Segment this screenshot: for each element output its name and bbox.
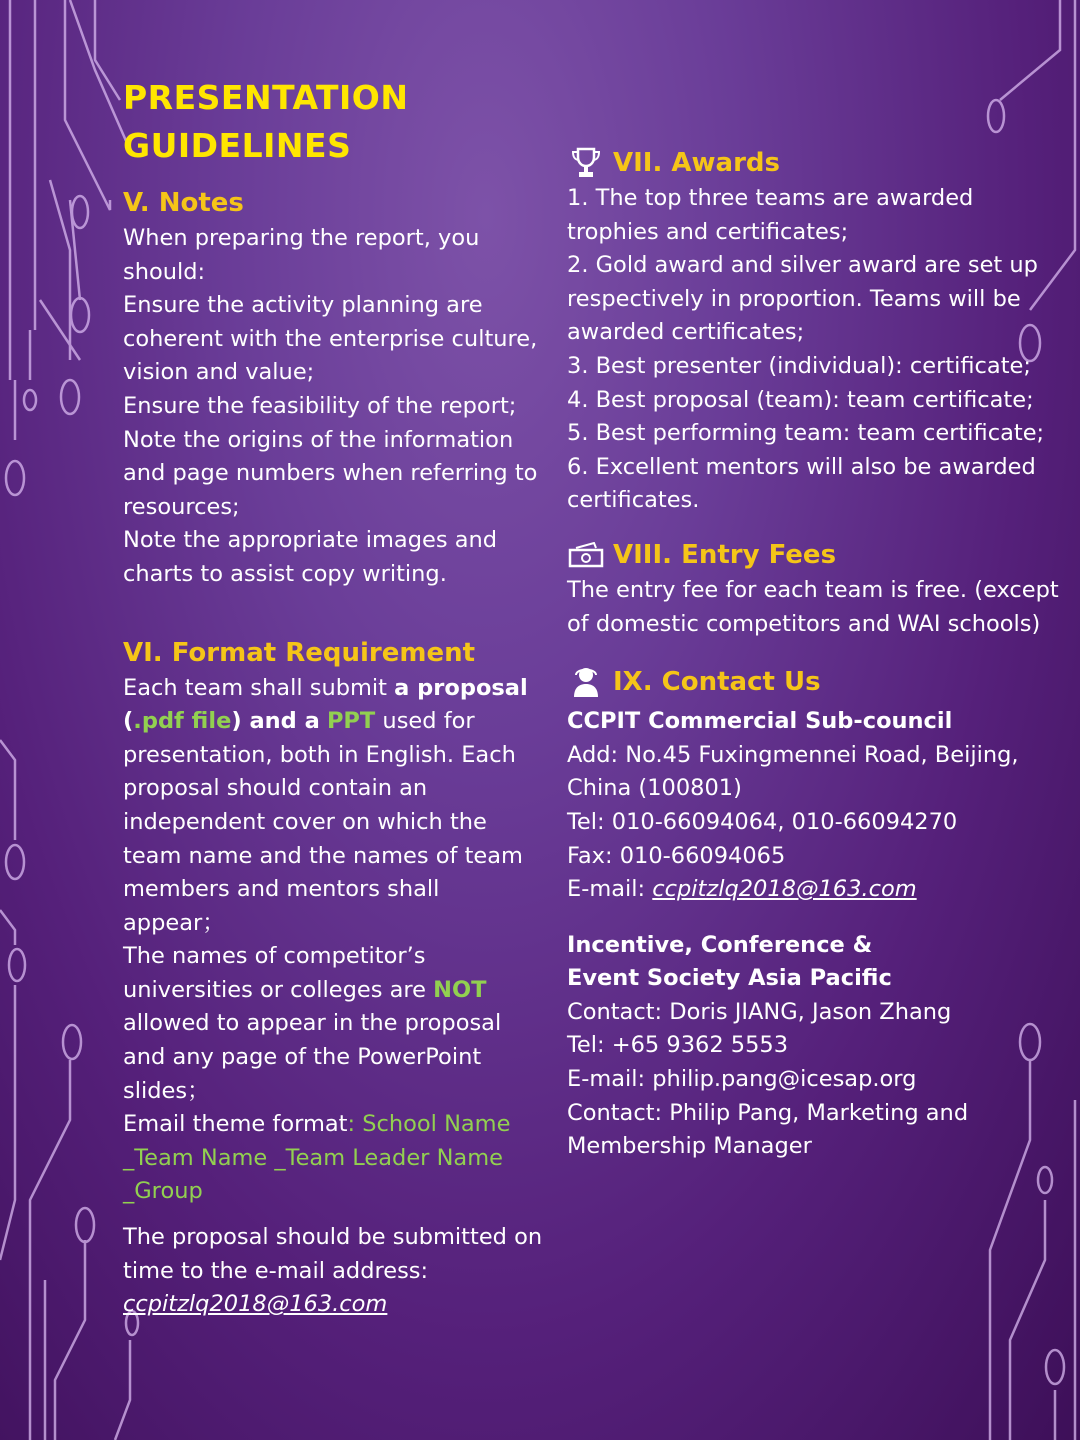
org1-address: Add: No.45 Fuxingmennei Road, Beijing, China (100801): [567, 741, 1019, 802]
org2-tel: Tel: +65 9362 5553: [567, 1032, 789, 1059]
left-column: [123, 186, 543, 1322]
contact-heading: IX. Contact Us: [613, 667, 821, 698]
notes-section: [123, 186, 543, 592]
notes-intro: When preparing the report, you should:: [123, 225, 480, 285]
fees-heading: VIII. Entry Fees: [613, 539, 837, 570]
org1-email-link[interactable]: ccpitzlq2018@163.com: [652, 876, 917, 903]
format-paragraph-names: The names of competitor’s universities or colleges are NOT allowed to appear in the proposal and any page of the PowerPoint slides；: [123, 943, 502, 1104]
fees-heading-row: [567, 538, 1067, 572]
format-paragraph-submit: The proposal should be submitted on time to the e-mail address:: [123, 1224, 543, 1284]
org1-email-row: E-mail: ccpitzlq2018@163.com: [567, 876, 917, 903]
format-paragraph-proposal: Each team shall submit a proposal (.pdf file) and a PPT used for presentation, both in English. Each proposal should contain an independent cover on which the team name and the names of team members and mentors shall appear；: [123, 674, 528, 936]
notes-heading: V. Notes: [123, 188, 244, 218]
awards-item: 2. Gold award and silver award are set up respectively in proportion. Teams will be awarded certificates;: [567, 252, 1038, 346]
notes-item: Ensure the activity planning are coherent with the enterprise culture, vision and value;: [123, 292, 538, 386]
awards-section: [567, 146, 1067, 518]
awards-heading: VII. Awards: [613, 148, 780, 178]
money-icon: [567, 538, 605, 572]
awards-heading-row: [567, 146, 1067, 180]
org1-fax: Fax: 010-66094065: [567, 842, 786, 869]
awards-item: 1. The top three teams are awarded trophies and certificates;: [567, 185, 974, 245]
contact-heading-row: [567, 665, 1067, 699]
notes-item: Ensure the feasibility of the report;: [123, 392, 517, 419]
org2-name: Incentive, Conference & Event Society Asia Pacific: [567, 931, 892, 992]
contact-person-icon: [567, 665, 605, 699]
format-heading: VI. Format Requirement: [123, 637, 476, 668]
org2-contact2: Contact: Philip Pang, Marketing and Membership Manager: [567, 1099, 969, 1160]
submission-email-link[interactable]: ccpitzlq2018@163.com: [123, 1291, 388, 1318]
contact-section: [567, 665, 1067, 1164]
fees-section: [567, 538, 1067, 641]
org1-tel: Tel: 010-66094064, 010-66094270: [567, 808, 958, 835]
org1-name: CCPIT Commercial Sub-council: [567, 708, 953, 735]
awards-item: 4. Best proposal (team): team certificate;: [567, 386, 1034, 413]
notes-item: Note the origins of the information and page numbers when referring to resources;: [123, 426, 538, 520]
page-title: PRESENTATION GUIDELINES: [123, 78, 409, 165]
format-section: [123, 636, 543, 1322]
trophy-icon: [567, 146, 605, 180]
awards-item: 5. Best performing team: team certificate;: [567, 420, 1045, 447]
notes-item: Note the appropriate images and charts to assist copy writing.: [123, 527, 498, 587]
awards-item: 3. Best presenter (individual): certificate;: [567, 352, 1031, 379]
org2-email: E-mail: philip.pang@icesap.org: [567, 1066, 917, 1093]
fees-text: The entry fee for each team is free. (except of domestic competitors and WAI schools): [567, 576, 1059, 637]
awards-item: 6. Excellent mentors will also be awarded certificates.: [567, 453, 1036, 514]
right-column: [567, 146, 1067, 1164]
org2-contact: Contact: Doris JIANG, Jason Zhang: [567, 998, 952, 1025]
format-paragraph-email-theme: Email theme format: School Name _Team Name _Team Leader Name _Group: [123, 1111, 511, 1205]
